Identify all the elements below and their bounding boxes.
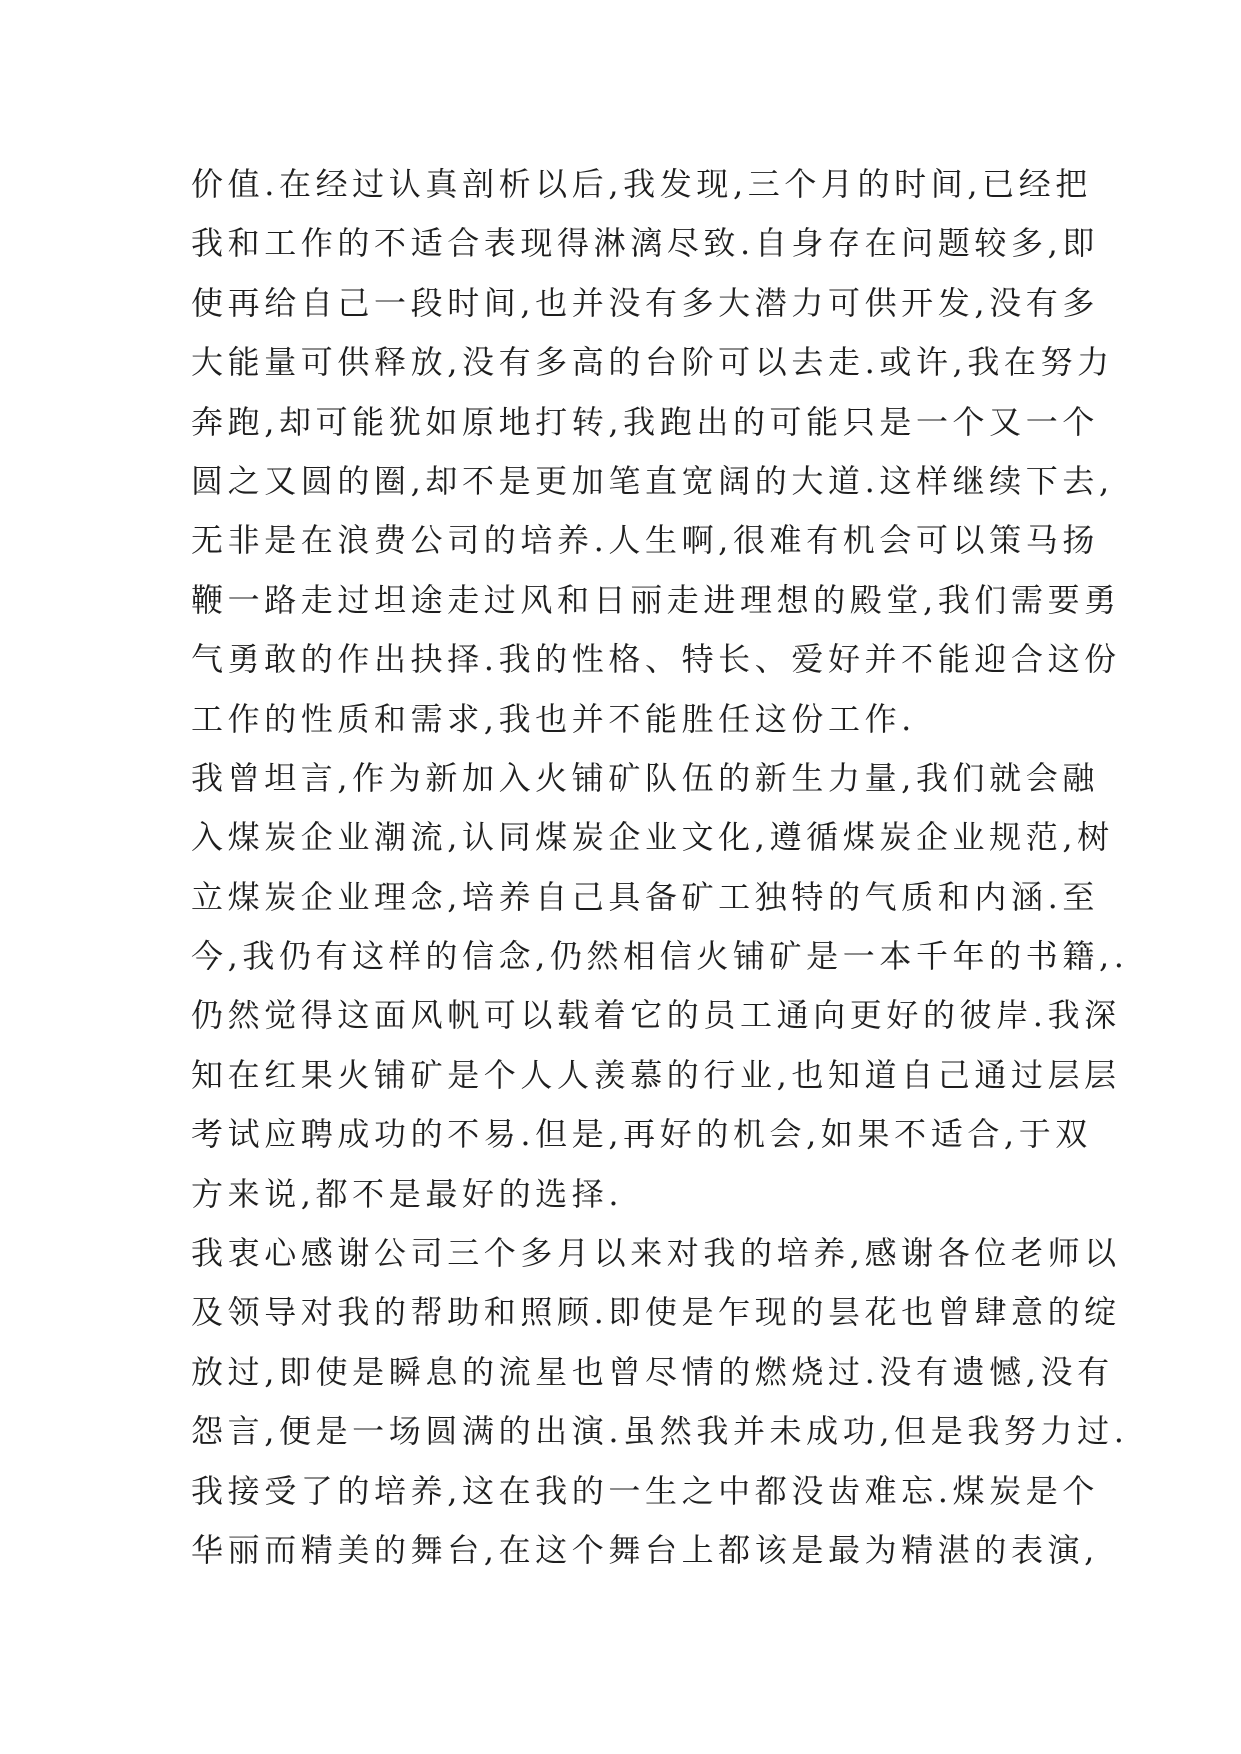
text-line: 无非是在浪费公司的培养.人生啊,很难有机会可以策马扬	[191, 521, 1099, 560]
text-line: 立煤炭企业理念,培养自己具备矿工独特的气质和内涵.至	[191, 877, 1099, 916]
document-body	[191, 155, 1129, 1580]
text-line: 方来说,都不是最好的选择.	[191, 1174, 624, 1213]
text-line: 我接受了的培养,这在我的一生之中都没齿难忘.煤炭是个	[191, 1471, 1099, 1510]
text-line: 使再给自己一段时间,也并没有多大潜力可供开发,没有多	[191, 283, 1099, 322]
text-line: 我曾坦言,作为新加入火铺矿队伍的新生力量,我们就会融	[191, 758, 1099, 797]
text-line: 价值.在经过认真剖析以后,我发现,三个月的时间,已经把	[191, 165, 1092, 203]
text-line: 气勇敢的作出抉择.我的性格、特长、爱好并不能迎合这份	[191, 640, 1121, 679]
text-line: 我衷心感谢公司三个多月以来对我的培养,感谢各位老师以	[191, 1234, 1121, 1273]
text-line: 奔跑,却可能犹如原地打转,我跑出的可能只是一个又一个	[191, 402, 1099, 441]
text-line: 华丽而精美的舞台,在这个舞台上都该是最为精湛的表演,	[191, 1530, 1099, 1569]
text-line: 鞭一路走过坦途走过风和日丽走进理想的殿堂,我们需要勇	[191, 580, 1121, 619]
text-line: 大能量可供释放,没有多高的台阶可以去走.或许,我在努力	[191, 343, 1114, 382]
text-line: 考试应聘成功的不易.但是,再好的机会,如果不适合,于双	[191, 1115, 1092, 1154]
text-line: 我和工作的不适合表现得淋漓尽致.自身存在问题较多,即	[191, 224, 1099, 263]
text-line: 怨言,便是一场圆满的出演.虽然我并未成功,但是我努力过.	[191, 1412, 1129, 1451]
text-line: 放过,即使是瞬息的流星也曾尽情的燃烧过.没有遗憾,没有	[191, 1352, 1114, 1391]
text-line: 及领导对我的帮助和照顾.即使是乍现的昙花也曾肆意的绽	[191, 1293, 1121, 1332]
text-line: 工作的性质和需求,我也并不能胜任这份工作.	[191, 699, 916, 738]
text-line: 入煤炭企业潮流,认同煤炭企业文化,遵循煤炭企业规范,树	[191, 818, 1114, 857]
text-line: 圆之又圆的圈,却不是更加笔直宽阔的大道.这样继续下去,	[191, 461, 1114, 500]
text-line: 今,我仍有这样的信念,仍然相信火铺矿是一本千年的书籍,.	[191, 937, 1129, 976]
text-line: 知在红果火铺矿是个人人羡慕的行业,也知道自己通过层层	[191, 1055, 1121, 1094]
text-line: 仍然觉得这面风帆可以载着它的员工通向更好的彼岸.我深	[191, 996, 1121, 1035]
